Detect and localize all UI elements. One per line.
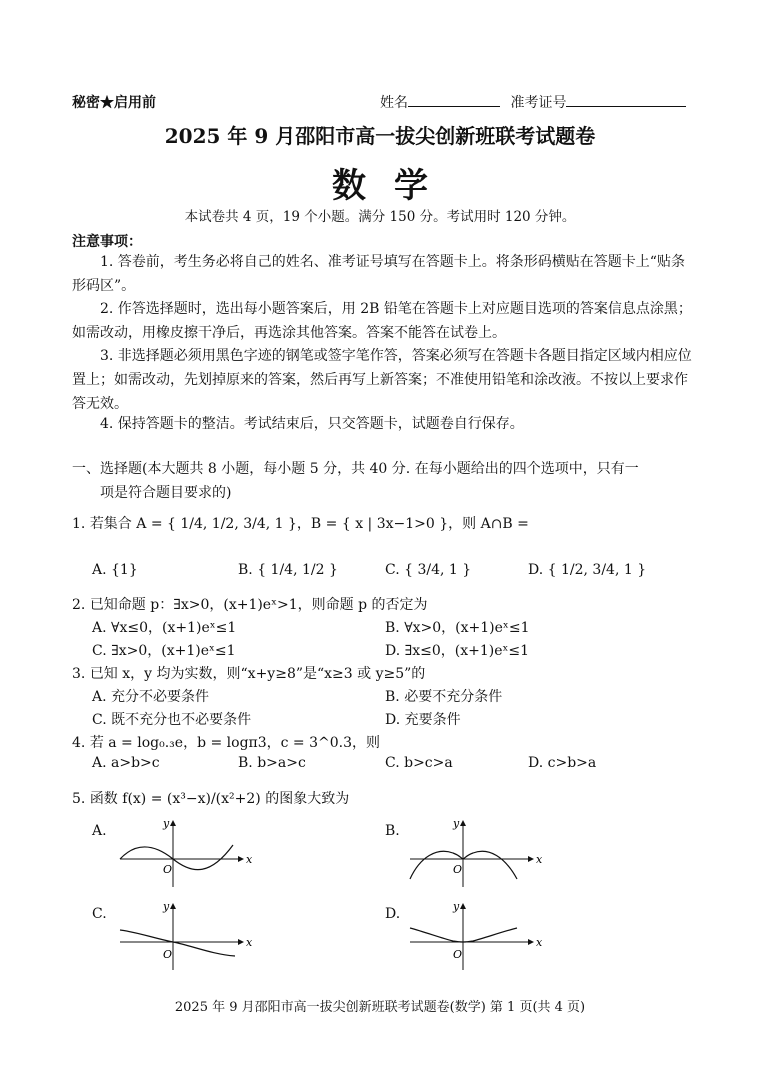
q5-option-a: A. <box>92 823 107 839</box>
question-stem: 已知 x，y 均为实数，则“x+y≥8”是“x≥3 或 y≥5”的 <box>89 666 426 682</box>
y-label: y <box>163 900 170 913</box>
name-field <box>380 92 686 112</box>
graph-b <box>405 815 545 890</box>
q3-option-d: D. 充要条件 <box>385 712 461 728</box>
question-2 <box>72 594 428 614</box>
notice-item-3: 3. 非选择题必须用黑色字迹的钢笔或签字笔作答，答案必须写在答题卡各题目指定区域内相应位置上；如需改动，先划掉原来的答案，然后再写上新答案；不准使用铅笔和涂改液。不按以上要求作答无效。 <box>72 348 692 412</box>
q5-option-b: B. <box>385 823 400 839</box>
curve <box>120 930 235 956</box>
q4-option-d: D. c>b>a <box>528 755 597 771</box>
page-footer: 2025 年 9 月邵阳市高一拔尖创新班联考试题卷(数学) 第 1 页(共 4 页) <box>174 1000 586 1015</box>
exam-id-blank <box>566 92 686 107</box>
origin-label: O <box>163 948 173 961</box>
q4-option-b: B. b>a>c <box>238 755 306 771</box>
q3-option-c: C. 既不充分也不必要条件 <box>92 712 252 728</box>
exam-title: 2025 年 9 月邵阳市高一拔尖创新班联考试题卷 <box>164 124 596 148</box>
subject-title: 数学 <box>332 166 456 206</box>
x-label: x <box>246 853 253 866</box>
graph-c <box>115 898 255 973</box>
question-5 <box>72 788 349 808</box>
question-1 <box>72 513 692 533</box>
question-number: 2. <box>72 597 86 613</box>
q5-option-d: D. <box>385 906 401 922</box>
q3-option-a: A. 充分不必要条件 <box>92 689 210 705</box>
notice-item-2: 2. 作答选择题时，选出每小题答案后，用 2B 铅笔在答题卡上对应题目选项的答案信息点涂黑；如需改动，用橡皮擦干净后，再选涂其他答案。答案不能答在试卷上。 <box>72 301 692 341</box>
q1-option-a: A. {1} <box>92 562 138 578</box>
exam-id-label: 准考证号 <box>510 95 567 111</box>
question-number: 5. <box>72 791 86 807</box>
question-stem: 函数 f(x) = (x³−x)/(x²+2) 的图象大致为 <box>89 791 350 807</box>
question-number: 1. <box>72 516 86 532</box>
confidential-label: 秘密★启用前 <box>72 95 156 111</box>
question-stem: 若集合 A = { 1/4, 1/2, 3/4, 1 }，B = { x | 3x−1>0 }，则 A∩B = <box>89 516 529 532</box>
question-number: 3. <box>72 666 86 682</box>
notice-item-1: 1. 答卷前，考生务必将自己的姓名、准考证号填写在答题卡上。将条形码横贴在答题卡上“贴条形码区”。 <box>72 254 685 294</box>
name-label: 姓名 <box>380 95 408 111</box>
q1-option-c: C. { 3/4, 1 } <box>385 562 472 578</box>
y-label: y <box>163 817 170 830</box>
section-heading: 一、选择题(本大题共 8 小题，每小题 5 分，共 40 分. 在每小题给出的四个选项中，只有一 <box>72 461 639 477</box>
question-3 <box>72 663 425 683</box>
section-heading-cont: 项是符合题目要求的) <box>100 485 232 501</box>
question-stem: 若 a = log₀.₃e，b = logπ3，c = 3^0.3，则 <box>89 735 381 751</box>
q1-option-b: B. { 1/4, 1/2 } <box>238 562 338 578</box>
origin-label: O <box>453 863 463 876</box>
q2-option-d: D. ∃x≤0，(x+1)eˣ≤1 <box>385 643 530 659</box>
exam-info: 本试卷共 4 页，19 个小题。满分 150 分。考试用时 120 分钟。 <box>184 209 576 225</box>
question-4 <box>72 732 380 752</box>
graph-a <box>115 815 255 890</box>
notice-heading: 注意事项： <box>72 234 142 250</box>
origin-label: O <box>163 863 173 876</box>
q1-option-d: D. { 1/2, 3/4, 1 } <box>528 562 647 578</box>
x-label: x <box>536 853 543 866</box>
question-number: 4. <box>72 735 86 751</box>
y-label: y <box>453 817 460 830</box>
name-blank <box>408 92 500 107</box>
graph-d <box>405 898 545 973</box>
q3-option-b: B. 必要不充分条件 <box>385 689 503 705</box>
x-label: x <box>536 936 543 949</box>
notice-item-4: 4. 保持答题卡的整洁。考试结束后，只交答题卡，试题卷自行保存。 <box>100 416 524 432</box>
x-label: x <box>246 936 253 949</box>
q5-option-c: C. <box>92 906 107 922</box>
y-label: y <box>453 900 460 913</box>
origin-label: O <box>453 948 463 961</box>
question-stem: 已知命题 p：∃x>0，(x+1)eˣ>1，则命题 p 的否定为 <box>89 597 428 613</box>
q2-option-c: C. ∃x>0，(x+1)eˣ≤1 <box>92 643 236 659</box>
q2-option-a: A. ∀x≤0，(x+1)eˣ≤1 <box>92 620 237 636</box>
q4-option-c: C. b>c>a <box>385 755 453 771</box>
curve <box>120 845 233 870</box>
q4-option-a: A. a>b>c <box>92 755 160 771</box>
q2-option-b: B. ∀x>0，(x+1)eˣ≤1 <box>385 620 530 636</box>
